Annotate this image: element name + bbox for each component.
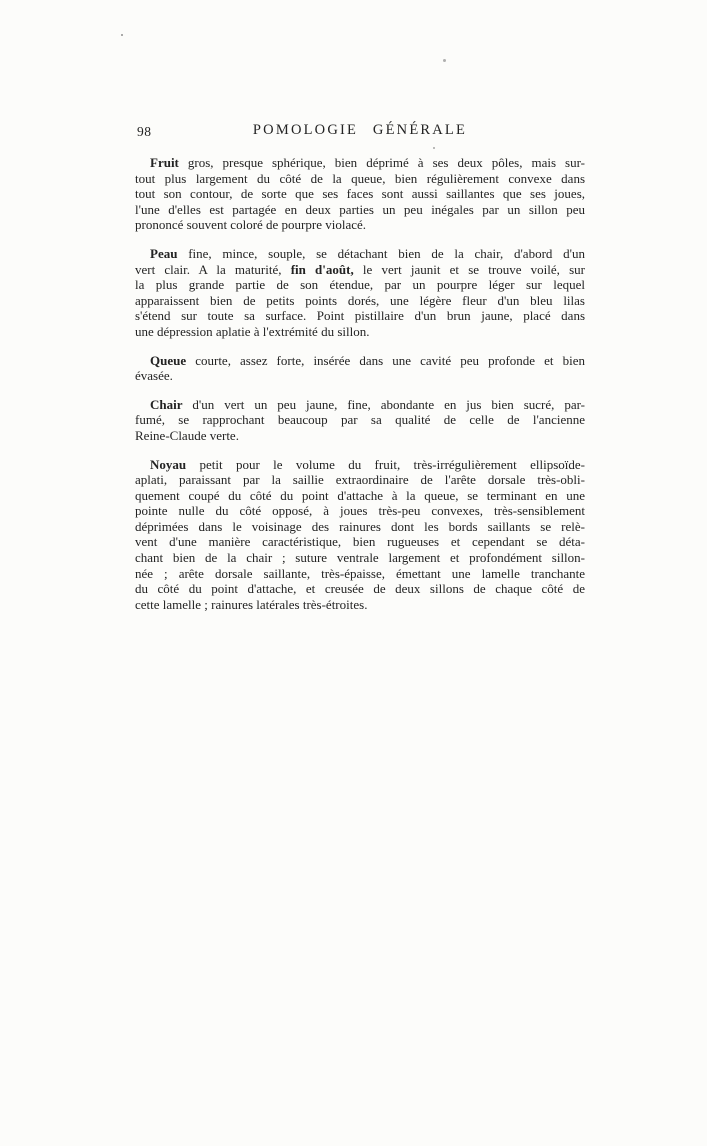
paragraph xyxy=(135,397,585,444)
scan-speck xyxy=(443,59,446,62)
paragraph xyxy=(135,353,585,384)
text-line: tout son contour, de sorte que ses faces sont aussi saillantes que ses joues, xyxy=(135,186,585,202)
paragraph xyxy=(135,457,585,613)
text-line: Reine-Claude verte. xyxy=(135,427,239,443)
page-header xyxy=(135,122,585,142)
text-line: vent d'une manière caractéristique, bien rugueuses et cependant se déta- xyxy=(135,534,585,550)
paragraph xyxy=(135,155,585,233)
running-title: POMOLOGIE GÉNÉRALE xyxy=(252,122,468,138)
text-line: la plus grande partie de son étendue, par un pourpre léger sur lequel xyxy=(135,277,585,293)
text-line: Noyau petit pour le volume du fruit, très-irrégulièrement ellipsoïde- xyxy=(150,456,585,472)
text-line: fumé, se rapprochant beaucoup par sa qualité de celle de l'ancienne xyxy=(135,412,585,428)
text-block xyxy=(135,155,585,612)
text-line: une dépression aplatie à l'extrémité du sillon. xyxy=(135,323,370,339)
text-line: évasée. xyxy=(135,368,173,384)
text-line: Queue courte, assez forte, insérée dans une cavité peu profonde et bien xyxy=(150,352,585,368)
text-line: pointe nulle du côté opposé, à joues très-peu convexes, très-sensiblement xyxy=(135,503,585,519)
page-number: 98 xyxy=(137,124,152,139)
text-line: cette lamelle ; rainures latérales très-étroites. xyxy=(135,596,368,612)
text-line: l'une d'elles est partagée en deux parties un peu inégales par un sillon peu xyxy=(135,201,585,217)
text-line: Peau fine, mince, souple, se détachant bien de la chair, d'abord d'un xyxy=(150,245,585,261)
scan-speck xyxy=(121,34,123,36)
text-line: chant bien de la chair ; suture ventrale largement et profondément sillon- xyxy=(135,550,585,566)
text-line: aplati, paraissant par la saillie extraordinaire de l'arête dorsale très-obli- xyxy=(135,472,585,488)
text-line: tout plus largement du côté de la queue, bien régulièrement convexe dans xyxy=(135,170,585,186)
text-line: prononcé souvent coloré de pourpre violacé. xyxy=(135,217,367,233)
text-line: s'étend sur toute sa surface. Point pistillaire d'un brun jaune, placé dans xyxy=(135,308,585,324)
text-line: quement coupé du côté du point d'attache à la queue, se terminant en une xyxy=(135,487,585,503)
text-line: Chair d'un vert un peu jaune, fine, abondante en jus bien sucré, par- xyxy=(150,396,585,412)
text-line: du côté du point d'attache, et creusée de deux sillons de chaque côté de xyxy=(135,581,585,597)
text-line: Fruit gros, presque sphérique, bien déprimé à ses deux pôles, mais sur- xyxy=(150,155,585,170)
paragraph xyxy=(135,246,585,340)
text-line: vert clair. A la maturité, fin d'août, le vert jaunit et se trouve voilé, sur xyxy=(135,261,585,277)
text-line: déprimées dans le voisinage des rainures dont les bords saillants se relè- xyxy=(135,518,585,534)
scan-speck xyxy=(433,147,435,149)
text-line: née ; arête dorsale saillante, très-épaisse, émettant une lamelle tranchante xyxy=(135,565,585,581)
text-line: apparaissent bien de petits points dorés, une légère fleur d'un bleu lilas xyxy=(135,292,585,308)
